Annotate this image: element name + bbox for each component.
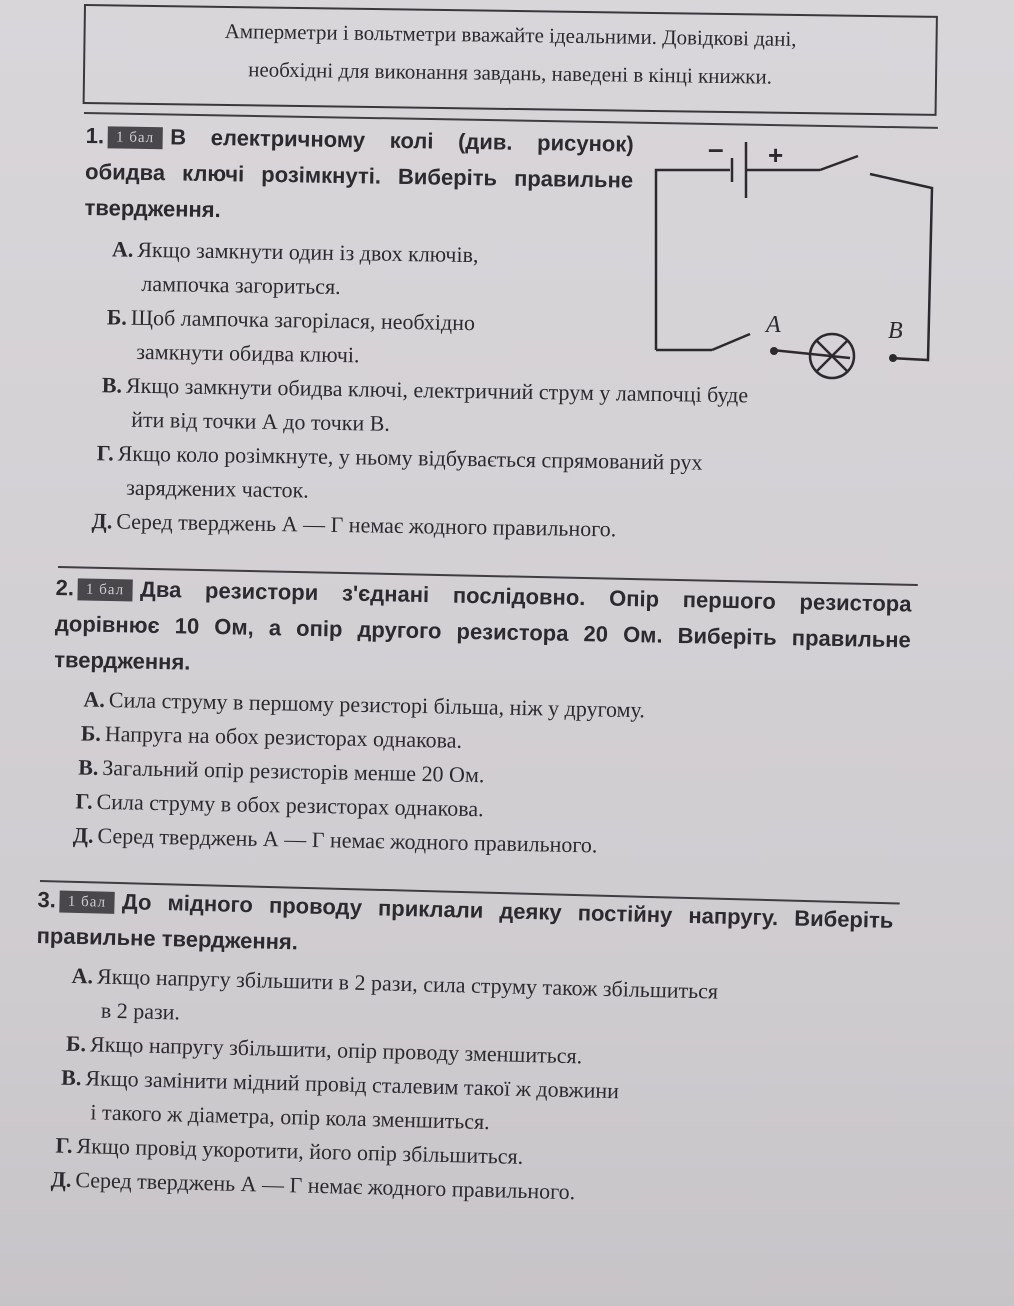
point-b-dot [889,354,897,362]
option-text-cont: в 2 рази. [100,997,181,1025]
option-text: Якщо напругу збільшити, опір проводу зменшиться. [89,1031,583,1069]
option-letter: В. [77,754,99,780]
question-3-options [30,958,892,1217]
question-number: 2. [55,574,75,601]
points-badge: 1 бал [78,578,133,601]
points-badge: 1 бал [108,126,163,149]
option-text: Щоб лампочка загорілася, необхідно [130,304,476,336]
option-letter: А. [111,236,134,262]
minus-label: – [708,133,724,164]
option-text-cont: лампочка загориться. [141,270,341,300]
option-text: Напруга на обох резисторах однакова. [104,720,463,753]
option-a [83,232,632,309]
option-letter: Г. [96,440,114,466]
notice-box [83,4,938,116]
option-text: Загальний опір резисторів менше 20 Ом. [102,754,485,788]
point-a-label: A [766,312,781,338]
question-2-head [54,570,912,694]
option-letter: В. [60,1064,82,1091]
option-letter: Д. [72,822,94,848]
option-text-cont: заряджених часток. [126,474,309,503]
option-letter: Б. [65,1030,87,1057]
wire-left [656,170,730,350]
option-letter: А. [83,686,106,712]
question-1-head [84,118,634,235]
option-text: Сила струму в обох резисторах однакова. [96,788,484,822]
question-number: 1. [85,122,105,149]
switch-bottom [712,334,750,350]
option-letter: Г. [75,788,93,814]
switch-top [820,156,858,170]
question-text: В електричному колі (див. рисунок) обидва ключі розімкнуті. Виберіть правильне твердження. [84,124,634,223]
option-text: Якщо коло розімкнуте, у ньому відбувається спрямований рух [117,440,703,475]
question-text: До мідного проводу приклали деяку постійну напругу. Виберіть правильне твердження. [36,889,894,955]
option-text: Серед тверджень А — Г немає жодного правильного. [75,1167,576,1205]
notice-line-2: необхідні для виконання завдань, наведені в кінці книжки. [248,57,773,89]
option-letter: Д. [91,508,113,534]
option-letter: Д. [50,1166,72,1192]
option-text: Якщо замкнути один із двох ключів, [137,236,479,268]
option-letter: А. [71,962,94,989]
question-2 [51,570,912,868]
option-letter: Г. [55,1132,73,1158]
question-text: Два резистори з'єднані послідовно. Опір першого резистора дорівнює 10 Ом, а опір другого резистора 20 Ом. Виберіть правильне твердження. [54,576,912,675]
plus-label: + [768,140,784,170]
option-text: Якщо замкнути обидва ключі, електричний струм у лампочці буде [125,372,749,408]
option-text: Якщо замінити мідний провід сталевим такої ж довжини [85,1065,620,1104]
option-text-cont: і такого ж діаметра, опір кола зменшиться. [90,1099,490,1135]
point-a-dot [770,347,778,355]
option-text: Серед тверджень А — Г немає жодного правильного. [97,822,598,858]
option-text: Якщо напругу збільшити в 2 рази, сила струму також збільшиться [96,963,719,1004]
option-letter: В. [101,372,123,398]
option-letter: Б. [80,720,102,746]
question-3 [30,882,893,1217]
question-number: 3. [37,886,57,913]
question-2-options [51,682,910,868]
option-text: Серед тверджень А — Г немає жодного правильного. [116,508,617,542]
point-b-label: B [888,318,903,344]
points-badge: 1 бал [60,891,115,914]
option-b [82,300,627,377]
notice-line-1: Амперметри і вольтметри вважайте ідеальними. Довідкові дані, [224,18,797,51]
circuit-diagram [650,128,950,388]
option-letter: Б. [106,304,128,330]
option-text: Сила струму в першому резисторі більша, ніж у другому. [108,687,646,723]
option-text: Якщо провід укоротити, його опір збільшиться. [76,1133,524,1169]
option-text-cont: замкнути обидва ключі. [136,338,360,368]
option-text-cont: йти від точки А до точки В. [131,406,391,436]
